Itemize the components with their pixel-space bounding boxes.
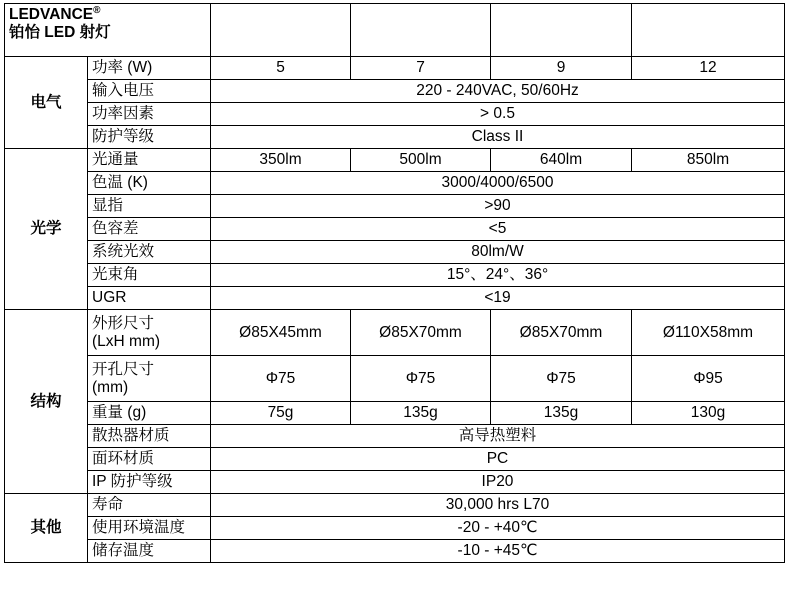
table-row	[5, 494, 785, 517]
row-value: 220 - 240VAC, 50/60Hz	[211, 80, 785, 103]
row-value: > 0.5	[211, 103, 785, 126]
row-value: 80lm/W	[211, 241, 785, 264]
row-label: 面环材质	[88, 448, 211, 471]
row-value: Φ75	[211, 356, 351, 402]
group-label-structure: 结构	[5, 310, 88, 494]
row-value: Ø85X70mm	[491, 310, 632, 356]
table-row	[5, 218, 785, 241]
row-label: IP 防护等级	[88, 471, 211, 494]
table-row	[5, 241, 785, 264]
table-row	[5, 80, 785, 103]
row-label: 使用环境温度	[88, 517, 211, 540]
row-label-line: 外形尺寸	[92, 314, 155, 332]
row-label: 功率 (W)	[88, 57, 211, 80]
row-value: 135g	[351, 402, 491, 425]
row-label: 色温 (K)	[88, 172, 211, 195]
table-row	[5, 57, 785, 80]
row-value: 75g	[211, 402, 351, 425]
power-value: 5	[211, 57, 351, 80]
row-value: Ø85X45mm	[211, 310, 351, 356]
row-label-line: (mm)	[92, 378, 129, 396]
row-value: 850lm	[632, 149, 785, 172]
power-value: 7	[351, 57, 491, 80]
group-label-electrical: 电气	[5, 57, 88, 149]
row-value: 135g	[491, 402, 632, 425]
row-label: 重量 (g)	[88, 402, 211, 425]
power-value: 12	[632, 57, 785, 80]
table-row	[5, 172, 785, 195]
table-row	[5, 471, 785, 494]
row-value: 3000/4000/6500	[211, 172, 785, 195]
table-row	[5, 287, 785, 310]
row-value: Φ75	[491, 356, 632, 402]
table-row	[5, 356, 785, 402]
row-value: <5	[211, 218, 785, 241]
row-label: UGR	[88, 287, 211, 310]
product-name: 铂怡 LED 射灯	[9, 24, 111, 41]
registered-mark: ®	[93, 4, 101, 16]
header-blank-cell	[351, 4, 491, 57]
row-label: 光束角	[88, 264, 211, 287]
row-value: -20 - +40℃	[211, 517, 785, 540]
row-value: Ø110X58mm	[632, 310, 785, 356]
row-value: Ø85X70mm	[351, 310, 491, 356]
table-row	[5, 402, 785, 425]
row-value: 30,000 hrs L70	[211, 494, 785, 517]
table-row	[5, 103, 785, 126]
row-label	[88, 356, 211, 402]
row-label-line: 开孔尺寸	[92, 360, 155, 378]
table-row	[5, 425, 785, 448]
row-label: 储存温度	[88, 540, 211, 563]
table-row	[5, 540, 785, 563]
table-row	[5, 195, 785, 218]
row-label-line: (LxH mm)	[92, 332, 161, 350]
row-value: 350lm	[211, 149, 351, 172]
row-value: >90	[211, 195, 785, 218]
table-row	[5, 517, 785, 540]
row-value: 15°、24°、36°	[211, 264, 785, 287]
group-label-other: 其他	[5, 494, 88, 563]
row-label: 防护等级	[88, 126, 211, 149]
row-value: Class II	[211, 126, 785, 149]
table-row	[5, 264, 785, 287]
row-label: 系统光效	[88, 241, 211, 264]
header-blank-cell	[491, 4, 632, 57]
table-row	[5, 448, 785, 471]
header-row	[5, 4, 785, 57]
row-value: 高导热塑料	[211, 425, 785, 448]
table-row	[5, 149, 785, 172]
row-label: 显指	[88, 195, 211, 218]
row-value: Φ95	[632, 356, 785, 402]
row-value: 640lm	[491, 149, 632, 172]
row-label: 色容差	[88, 218, 211, 241]
row-value: <19	[211, 287, 785, 310]
row-value: IP20	[211, 471, 785, 494]
row-value: -10 - +45℃	[211, 540, 785, 563]
table-row	[5, 126, 785, 149]
brand-cell	[5, 4, 211, 57]
group-label-optical: 光学	[5, 149, 88, 310]
row-label: 散热器材质	[88, 425, 211, 448]
row-value: Φ75	[351, 356, 491, 402]
row-value: 130g	[632, 402, 785, 425]
row-label	[88, 310, 211, 356]
table-row	[5, 310, 785, 356]
header-blank-cell	[632, 4, 785, 57]
power-value: 9	[491, 57, 632, 80]
row-value: PC	[211, 448, 785, 471]
row-label: 光通量	[88, 149, 211, 172]
row-value: 500lm	[351, 149, 491, 172]
spec-table	[4, 3, 785, 563]
row-label: 寿命	[88, 494, 211, 517]
header-blank-cell	[211, 4, 351, 57]
row-label: 功率因素	[88, 103, 211, 126]
row-label: 输入电压	[88, 80, 211, 103]
brand-name: LEDVANCE	[9, 6, 94, 23]
